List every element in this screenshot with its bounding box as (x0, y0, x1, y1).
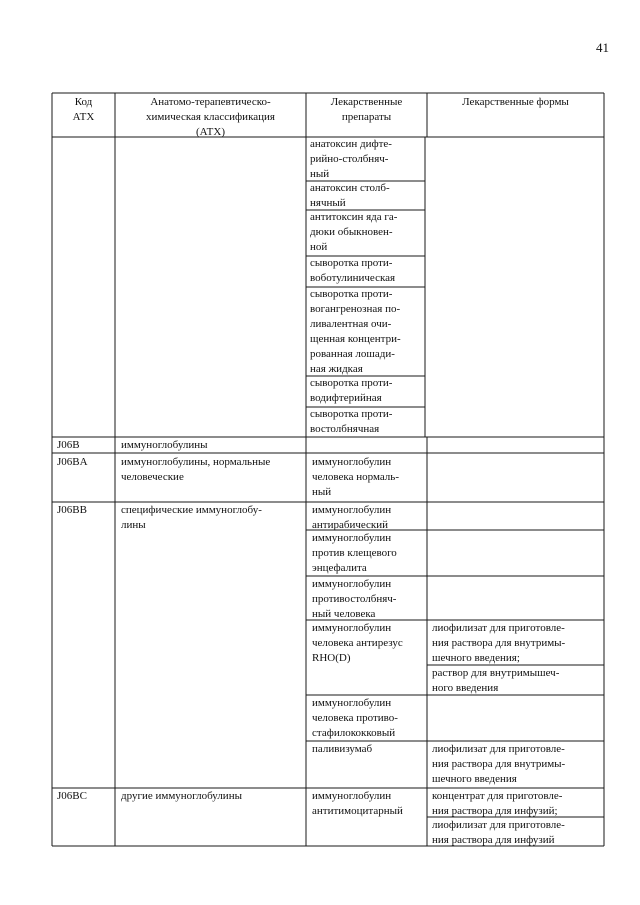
header-drugs: Лекарственные препараты (330, 96, 403, 123)
class-j06ba: иммуноглобулины, нормальные человеческие (121, 456, 271, 483)
drug-antidiphtheria-serum: сыворотка проти- водифтерийная (310, 377, 393, 404)
drug-tetanus-toxoid: анатоксин столб- нячный (310, 182, 390, 209)
form-antithymocyte-lyophilizate: лиофилизат для приготовле- ния раствора для инфузий (432, 819, 565, 846)
drug-anti-rhesus-immunoglobulin: иммуноглобулин человека антирезус RHO(D) (312, 622, 403, 664)
header-forms: Лекарственные формы (462, 96, 569, 108)
drug-antibotulinum-serum: сыворотка проти- воботулиническая (310, 257, 396, 284)
class-j06bc: другие иммуноглобулины (121, 790, 242, 802)
code-j06ba: J06BA (57, 456, 88, 468)
header-code: Код АТХ (72, 96, 95, 123)
page-number: 41 (596, 40, 609, 55)
form-palivizumab-lyophilizate: лиофилизат для приготовле- ния раствора для внутримы- шечного введения (432, 743, 566, 785)
form-antithymocyte-concentrate: концентрат для приготовле- ния раствора для инфузий; (432, 790, 563, 817)
drug-antirabies-immunoglobulin: иммуноглобулин антирабический (312, 504, 392, 531)
drug-palivizumab: паливизумаб (312, 743, 373, 755)
header-classification: Анатомо-терапевтическо- химическая классификация (АТХ) (146, 96, 275, 138)
drug-antigangrene-serum: сыворотка проти- вогангренозная по- ливалентная очи- щенная концентри- рованная лошади- ная жидкая (310, 288, 401, 375)
code-j06bc: J06BC (57, 790, 87, 802)
drug-antitetanus-immunoglobulin: иммуноглобулин противостолбняч- ный человека (312, 578, 397, 620)
drug-tick-encephalitis-immunoglobulin: иммуноглобулин против клещевого энцефалита (312, 532, 397, 574)
drug-antithymocyte-immunoglobulin: иммуноглобулин антитимоцитарный (312, 790, 403, 817)
class-j06bb: специфические иммуноглобу- лины (121, 504, 262, 531)
drug-antistaphylococcal-immunoglobulin: иммуноглобулин человека противо- стафилококковый (312, 697, 398, 739)
form-antirhesus-lyophilizate: лиофилизат для приготовле- ния раствора для внутримы- шечного введения; (432, 622, 566, 664)
drug-normal-immunoglobulin: иммуноглобулин человека нормаль- ный (312, 456, 399, 498)
drug-viper-antitoxin: антитоксин яда га- дюки обыкновен- ной (310, 211, 398, 253)
form-antirhesus-solution: раствор для внутримышеч- ного введения (432, 667, 560, 694)
drug-antitetanus-serum: сыворотка проти- востолбнячная (310, 408, 393, 435)
code-j06bb: J06BB (57, 504, 87, 516)
class-j06b: иммуноглобулины (121, 439, 208, 451)
code-j06b: J06B (57, 439, 80, 451)
drug-diphtheria-tetanus-toxoid: анатоксин дифте- рийно-столбняч- ный (310, 138, 392, 180)
